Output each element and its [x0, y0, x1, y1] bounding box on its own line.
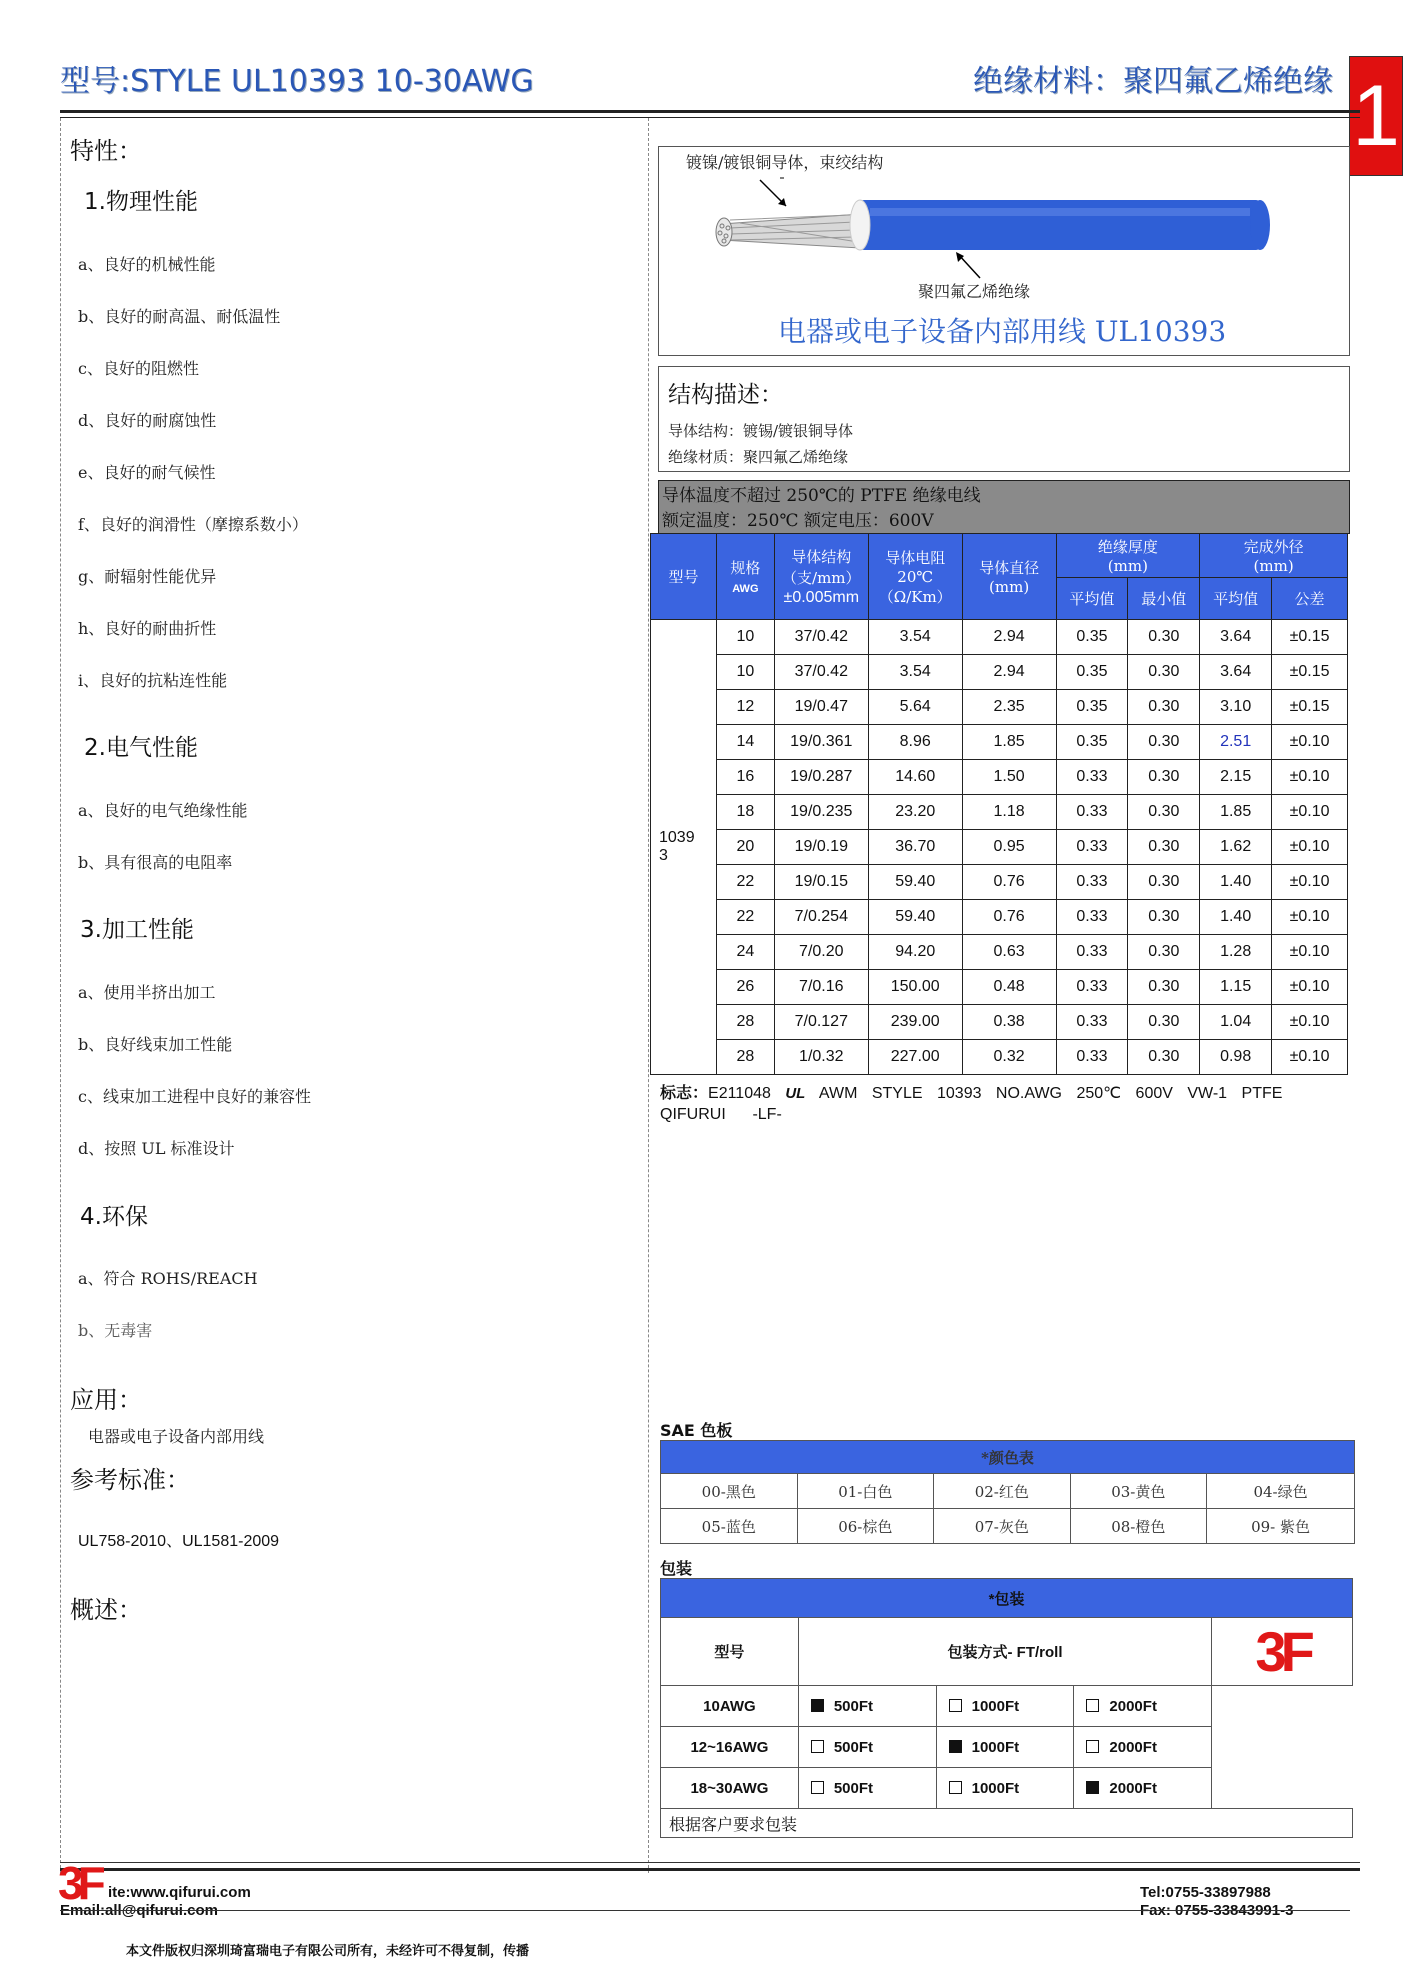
section-title-processing: 3.加工性能: [80, 917, 194, 943]
table-cell: 7/0.20: [774, 935, 868, 970]
table-cell: 0.30: [1128, 1040, 1200, 1075]
sae-title: SAE 色板: [660, 1421, 733, 1440]
table-row: [651, 620, 1348, 655]
table-cell: 12: [716, 690, 774, 725]
table-cell: 0.32: [962, 1040, 1056, 1075]
marking-label: 标志：: [660, 1083, 709, 1102]
table-row: [651, 725, 1348, 760]
table-cell: ±0.15: [1272, 655, 1348, 690]
table-cell: 0.30: [1128, 935, 1200, 970]
table-cell: 1.40: [1200, 900, 1272, 935]
table-cell: 0.30: [1128, 900, 1200, 935]
table-cell: 0.30: [1128, 795, 1200, 830]
table-row: [651, 795, 1348, 830]
table-cell: 2.15: [1200, 760, 1272, 795]
col-outer-diameter: 完成外径 (mm): [1200, 534, 1348, 578]
footer-fax: Fax: 0755-33843991-3: [1140, 1902, 1294, 1919]
table-row: [651, 1005, 1348, 1040]
table-cell: 37/0.42: [774, 655, 868, 690]
color-table-head: *颜色表: [661, 1441, 1355, 1474]
section-title-environment: 4.环保: [80, 1204, 148, 1230]
color-cell: 06-棕色: [797, 1509, 934, 1544]
list-item: g、耐辐射性能优异: [78, 567, 217, 586]
table-cell: 0.38: [962, 1005, 1056, 1040]
footer-rule: [60, 1868, 1360, 1871]
table-cell: ±0.15: [1272, 690, 1348, 725]
application-text: 电器或电子设备内部用线: [88, 1427, 265, 1446]
list-item: i、良好的抗粘连性能: [78, 671, 228, 690]
footer-logo-icon: 3F: [58, 1857, 100, 1909]
unchecked-box-icon[interactable]: [811, 1740, 824, 1753]
marking-line-2: QIFURUI -LF-: [660, 1106, 782, 1123]
rating-line-2: 额定温度：250℃ 额定电压：600V: [662, 511, 934, 531]
table-cell: 0.30: [1128, 655, 1200, 690]
table-cell: ±0.10: [1272, 935, 1348, 970]
table-cell: ±0.10: [1272, 865, 1348, 900]
table-cell: 7/0.127: [774, 1005, 868, 1040]
color-cell: 02-红色: [934, 1474, 1071, 1509]
footer-bottom-rule: [60, 1910, 1350, 1911]
table-cell: 0.33: [1056, 865, 1128, 900]
table-cell: 5.64: [868, 690, 962, 725]
table-cell: 3.54: [868, 655, 962, 690]
table-cell: 227.00: [868, 1040, 962, 1075]
packing-option[interactable]: [936, 1768, 1074, 1809]
packing-col-model: 型号: [661, 1618, 799, 1686]
table-cell: 1.62: [1200, 830, 1272, 865]
col-diameter: 导体直径 (mm): [962, 534, 1056, 620]
table-cell: 0.30: [1128, 1005, 1200, 1040]
table-cell: 3.10: [1200, 690, 1272, 725]
table-row: [651, 1040, 1348, 1075]
marking-code: E211048: [708, 1085, 771, 1102]
list-item: b、具有很高的电阻率: [78, 853, 233, 872]
packing-title: 包装: [660, 1559, 693, 1578]
packing-col-method: 包装方式- FT/roll: [798, 1618, 1211, 1686]
table-cell: 7/0.16: [774, 970, 868, 1005]
table-row: [651, 900, 1348, 935]
table-cell: 0.48: [962, 970, 1056, 1005]
table-cell: ±0.10: [1272, 1005, 1348, 1040]
table-cell: 16: [716, 760, 774, 795]
packing-option-label: 500Ft: [833, 1697, 874, 1715]
table-cell: 0.76: [962, 900, 1056, 935]
packing-option-label: 1000Ft: [971, 1779, 1020, 1797]
table-cell: 0.33: [1056, 795, 1128, 830]
packing-option-label: 2000Ft: [1109, 1738, 1157, 1756]
diagram-caption: 电器或电子设备内部用线 UL10393: [778, 315, 1227, 348]
footer-tel: Tel:0755-33897988: [1140, 1884, 1271, 1901]
list-item: b、无毒害: [78, 1321, 153, 1340]
packing-note: 根据客户要求包装: [661, 1809, 1353, 1838]
table-cell: 14.60: [868, 760, 962, 795]
packing-option[interactable]: [798, 1727, 936, 1768]
table-cell: 28: [716, 1005, 774, 1040]
checked-box-icon[interactable]: [1086, 1781, 1099, 1794]
col-model: 型号: [651, 534, 717, 620]
table-cell: ±0.10: [1272, 970, 1348, 1005]
table-cell: ±0.10: [1272, 760, 1348, 795]
table-row: [651, 760, 1348, 795]
color-cell: 08-橙色: [1070, 1509, 1207, 1544]
list-item: a、良好的机械性能: [78, 255, 216, 274]
table-cell: 14: [716, 725, 774, 760]
insulation-jacket: [860, 200, 1260, 250]
table-cell: 0.30: [1128, 830, 1200, 865]
marking-line: [660, 1080, 1282, 1103]
packing-option-label: 500Ft: [833, 1738, 874, 1756]
color-cell: 04-绿色: [1207, 1474, 1355, 1509]
unchecked-box-icon[interactable]: [949, 1781, 962, 1794]
table-cell: 2.94: [962, 655, 1056, 690]
table-cell: 19/0.287: [774, 760, 868, 795]
table-cell: 24: [716, 935, 774, 970]
table-cell: 22: [716, 865, 774, 900]
packing-option[interactable]: [798, 1686, 936, 1727]
packing-option-label: 1000Ft: [971, 1738, 1020, 1756]
list-item: e、良好的耐气候性: [78, 463, 216, 482]
footer-rule-thin: [60, 1862, 1360, 1863]
table-cell: 0.33: [1056, 970, 1128, 1005]
table-cell: 3.64: [1200, 655, 1272, 690]
list-item: b、良好的耐高温、耐低温性: [78, 307, 281, 326]
table-cell: 0.98: [1200, 1040, 1272, 1075]
col-ins-min: 最小值: [1128, 578, 1200, 620]
unchecked-box-icon[interactable]: [1086, 1699, 1099, 1712]
list-item: c、良好的阻燃性: [78, 359, 199, 378]
table-row: [651, 970, 1348, 1005]
conductor-label: 镀镍/镀银铜导体，束绞结构: [686, 153, 884, 172]
header-rule-thin: [60, 117, 1360, 118]
packing-model: 12~16AWG: [661, 1727, 799, 1768]
table-cell: ±0.10: [1272, 795, 1348, 830]
table-cell: 1.15: [1200, 970, 1272, 1005]
table-cell: 10: [716, 655, 774, 690]
table-cell: 19/0.15: [774, 865, 868, 900]
footer-email[interactable]: Email:all@qifurui.com: [60, 1902, 218, 1919]
table-cell: 1.85: [962, 725, 1056, 760]
table-cell: 2.94: [962, 620, 1056, 655]
unchecked-box-icon[interactable]: [1086, 1740, 1099, 1753]
checked-box-icon[interactable]: [949, 1740, 962, 1753]
col-ins-thickness: 绝缘厚度 (mm): [1056, 534, 1200, 578]
color-table: [660, 1440, 1355, 1544]
table-cell: 0.33: [1056, 1040, 1128, 1075]
table-cell: 0.33: [1056, 760, 1128, 795]
packing-option[interactable]: [936, 1727, 1074, 1768]
header-model: 型号:STYLE UL10393 10-30AWG: [60, 64, 534, 99]
table-row: [651, 690, 1348, 725]
standard-text: UL758-2010、UL1581-2009: [78, 1533, 280, 1550]
section-title-physical: 1.物理性能: [84, 189, 198, 215]
table-cell: 0.30: [1128, 760, 1200, 795]
table-cell: 0.35: [1056, 620, 1128, 655]
table-cell: 239.00: [868, 1005, 962, 1040]
color-cell: 07-灰色: [934, 1509, 1071, 1544]
packing-table-head: *包装: [661, 1579, 1353, 1618]
marking-spec: AWM STYLE 10393 NO.AWG 250℃ 600V VW-1 PTFE: [818, 1085, 1283, 1102]
table-cell: 10: [716, 620, 774, 655]
list-item: h、良好的耐曲折性: [78, 619, 217, 638]
table-cell: 0.35: [1056, 655, 1128, 690]
page-number: 1: [1349, 56, 1403, 176]
model-cell: 1039 3: [651, 620, 717, 1075]
table-cell: 19/0.361: [774, 725, 868, 760]
table-cell: ±0.10: [1272, 1040, 1348, 1075]
table-cell: 0.63: [962, 935, 1056, 970]
color-cell: 09- 紫色: [1207, 1509, 1355, 1544]
table-cell: 1.40: [1200, 865, 1272, 900]
color-cell: 05-蓝色: [661, 1509, 798, 1544]
col-structure: 导体结构 （支/mm） ±0.005mm: [774, 534, 868, 620]
features-title: 特性：: [70, 137, 142, 165]
copyright-text: 本文件版权归深圳琦富瑞电子有限公司所有，未经许可不得复制，传播: [126, 1944, 530, 1959]
overview-title: 概述：: [70, 1596, 142, 1624]
header-insulation: 绝缘材料：聚四氟乙烯绝缘: [973, 64, 1333, 99]
table-cell: 0.30: [1128, 690, 1200, 725]
col-gauge: 规格 AWG: [716, 534, 774, 620]
table-cell: 1.50: [962, 760, 1056, 795]
col-outer-tol: 公差: [1272, 578, 1348, 620]
table-cell: 37/0.42: [774, 620, 868, 655]
list-item: d、按照 UL 标准设计: [78, 1139, 235, 1158]
table-cell: 3.54: [868, 620, 962, 655]
list-item: b、良好线束加工性能: [78, 1035, 233, 1054]
packing-option-label: 1000Ft: [971, 1697, 1020, 1715]
packing-logo: [1212, 1618, 1353, 1686]
structure-title: 结构描述：: [668, 382, 783, 408]
packing-option-label: 2000Ft: [1109, 1697, 1157, 1715]
structure-conductor: 导体结构：镀锡/镀银铜导体: [668, 422, 854, 440]
list-item: a、良好的电气绝缘性能: [78, 801, 248, 820]
table-row: [661, 1686, 1353, 1727]
table-cell: 59.40: [868, 865, 962, 900]
table-cell: 2.51: [1200, 725, 1272, 760]
table-cell: 0.35: [1056, 690, 1128, 725]
packing-table: [660, 1578, 1353, 1838]
packing-model: 10AWG: [661, 1686, 799, 1727]
table-cell: 0.33: [1056, 935, 1128, 970]
table-cell: 0.35: [1056, 725, 1128, 760]
application-title: 应用：: [70, 1386, 142, 1414]
list-item: a、使用半挤出加工: [78, 983, 216, 1002]
table-cell: 2.35: [962, 690, 1056, 725]
left-border: [60, 118, 61, 1873]
insulation-label: 聚四氟乙烯绝缘: [918, 282, 1031, 301]
structure-insulation: 绝缘材质：聚四氟乙烯绝缘: [668, 448, 849, 466]
packing-option-label: 2000Ft: [1109, 1779, 1157, 1797]
table-cell: 1/0.32: [774, 1040, 868, 1075]
packing-option-label: 500Ft: [833, 1779, 874, 1797]
table-cell: 94.20: [868, 935, 962, 970]
table-cell: 0.33: [1056, 830, 1128, 865]
table-cell: 0.95: [962, 830, 1056, 865]
table-cell: 0.33: [1056, 900, 1128, 935]
table-row: [661, 1727, 1353, 1768]
table-row: [651, 865, 1348, 900]
column-divider: [648, 118, 649, 1873]
packing-option[interactable]: [1074, 1768, 1212, 1809]
color-cell: 00-黑色: [661, 1474, 798, 1509]
cable-illustration: [700, 170, 1300, 290]
section-title-electrical: 2.电气性能: [84, 735, 198, 761]
conductor-strands: [716, 214, 860, 248]
table-cell: 1.85: [1200, 795, 1272, 830]
table-cell: 0.30: [1128, 865, 1200, 900]
spec-table: [650, 533, 1348, 1075]
table-cell: 26: [716, 970, 774, 1005]
table-cell: 0.30: [1128, 970, 1200, 1005]
table-cell: 19/0.47: [774, 690, 868, 725]
table-cell: 36.70: [868, 830, 962, 865]
table-cell: 1.18: [962, 795, 1056, 830]
table-row: [651, 830, 1348, 865]
table-cell: 59.40: [868, 900, 962, 935]
unchecked-box-icon[interactable]: [811, 1781, 824, 1794]
checked-box-icon[interactable]: [811, 1699, 824, 1712]
rating-line-1: 导体温度不超过 250℃的 PTFE 绝缘电线: [662, 486, 981, 506]
footer-site[interactable]: ite:www.qifurui.com: [108, 1884, 251, 1901]
brand-logo-icon: 3F: [1255, 1620, 1309, 1683]
col-ins-avg: 平均值: [1056, 578, 1128, 620]
col-resistance: 导体电阻 20℃ （Ω/Km）: [868, 534, 962, 620]
packing-option[interactable]: [936, 1686, 1074, 1727]
table-cell: 23.20: [868, 795, 962, 830]
table-cell: 150.00: [868, 970, 962, 1005]
standard-title: 参考标准：: [70, 1466, 190, 1494]
rating-band: [658, 480, 1350, 534]
table-cell: 0.33: [1056, 1005, 1128, 1040]
table-row: [651, 935, 1348, 970]
table-cell: 8.96: [868, 725, 962, 760]
table-cell: ±0.10: [1272, 725, 1348, 760]
table-cell: ±0.10: [1272, 900, 1348, 935]
table-cell: 0.30: [1128, 620, 1200, 655]
packing-option[interactable]: [1074, 1727, 1212, 1768]
header-rule: [60, 110, 1360, 113]
table-cell: 3.64: [1200, 620, 1272, 655]
packing-option[interactable]: [798, 1768, 936, 1809]
table-cell: 28: [716, 1040, 774, 1075]
list-item: d、良好的耐腐蚀性: [78, 411, 217, 430]
table-cell: 1.04: [1200, 1005, 1272, 1040]
table-cell: ±0.15: [1272, 620, 1348, 655]
table-cell: 18: [716, 795, 774, 830]
table-cell: ±0.10: [1272, 830, 1348, 865]
packing-option[interactable]: [1074, 1686, 1212, 1727]
table-cell: 19/0.19: [774, 830, 868, 865]
table-row: [651, 655, 1348, 690]
list-item: c、线束加工进程中良好的兼容性: [78, 1087, 311, 1106]
list-item: f、良好的润滑性（摩擦系数小）: [78, 515, 308, 534]
packing-model: 18~30AWG: [661, 1768, 799, 1809]
table-cell: 22: [716, 900, 774, 935]
table-cell: 1.28: [1200, 935, 1272, 970]
table-cell: 0.30: [1128, 725, 1200, 760]
unchecked-box-icon[interactable]: [949, 1699, 962, 1712]
table-cell: 0.76: [962, 865, 1056, 900]
col-outer-avg: 平均值: [1200, 578, 1272, 620]
table-cell: 20: [716, 830, 774, 865]
table-row: [661, 1768, 1353, 1809]
table-cell: 19/0.235: [774, 795, 868, 830]
color-cell: 03-黄色: [1070, 1474, 1207, 1509]
color-cell: 01-白色: [797, 1474, 934, 1509]
table-cell: 7/0.254: [774, 900, 868, 935]
list-item: a、符合 ROHS/REACH: [78, 1269, 258, 1288]
ul-mark-icon: UL: [785, 1085, 806, 1102]
